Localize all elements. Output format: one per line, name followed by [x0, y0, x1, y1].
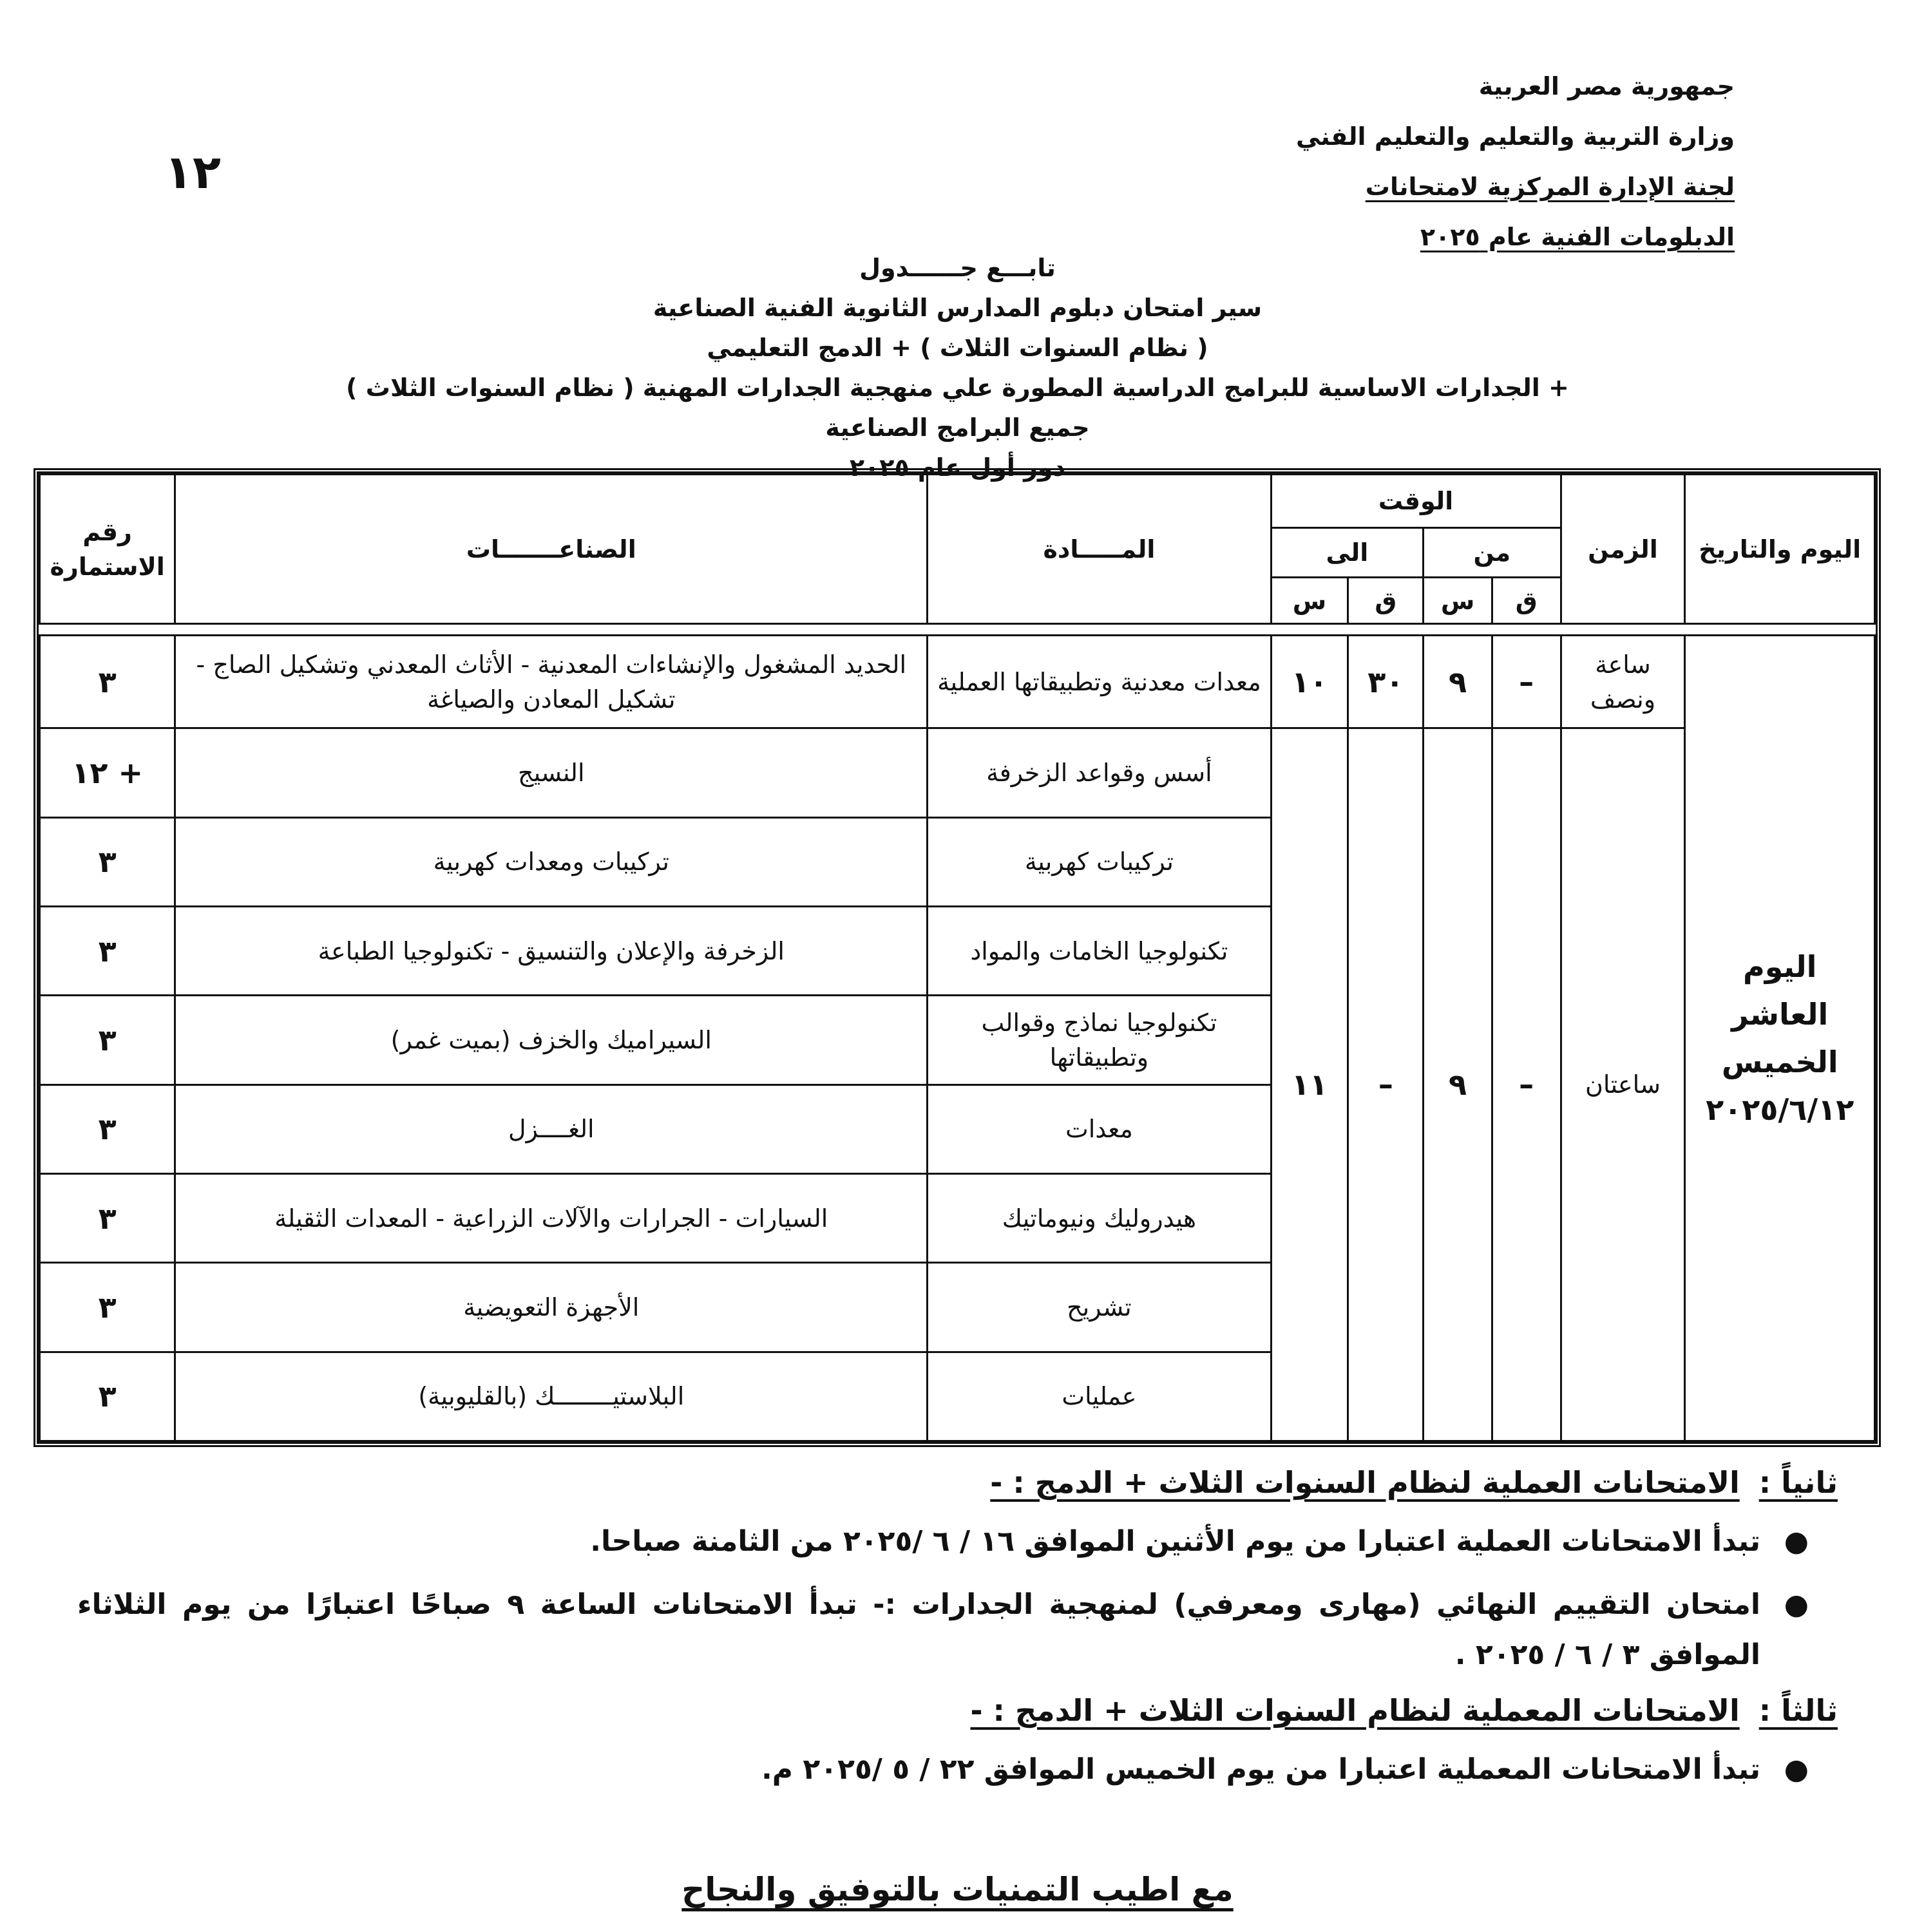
- list-item: [77, 1580, 1838, 1680]
- header-from: من: [1424, 527, 1561, 577]
- industries-cell: تركيبات ومعدات كهربية: [175, 817, 928, 906]
- industries-cell: الزخرفة والإعلان والتنسيق - تكنولوجيا الطباعة: [175, 906, 928, 995]
- committee-name: لجنة الإدارة المركزية لامتحانات: [1365, 173, 1735, 201]
- second-bullet-1: تبدأ الامتحانات العملية اعتبارا من يوم الأثنين الموافق ١٦ / ٦ /٢٠٢٥ من الثامنة صباحا.: [590, 1525, 1760, 1558]
- form-cell: ٣: [40, 1084, 175, 1173]
- third-bullet-1: تبدأ الامتحانات المعملية اعتبارا من يوم الخميس الموافق ٢٢ / ٥ /٢٠٢٥ م.: [761, 1753, 1760, 1786]
- subject-cell: معدات معدنية وتطبيقاتها العملية: [928, 635, 1271, 728]
- from-hour-cell: ٩: [1424, 635, 1492, 728]
- header-row: [40, 475, 1875, 528]
- from-minute-cell: –: [1492, 728, 1561, 1441]
- subject-cell: تشريح: [928, 1263, 1271, 1352]
- title-line-4: + الجدارات الاساسية للبرامج الدراسية المطورة علي منهجية الجدارات المهنية ( نظام السنوات الثلاث ): [346, 374, 1569, 402]
- header-industries: الصناعـــــــات: [175, 475, 928, 624]
- to-hour-cell: ١١: [1271, 728, 1348, 1441]
- table-row: [40, 728, 1875, 817]
- from-minute-cell: –: [1492, 635, 1561, 728]
- industries-cell: السيراميك والخزف (بميت غمر): [175, 996, 928, 1084]
- duration-cell: ساعتان: [1561, 728, 1685, 1441]
- industries-cell: الغــــزل: [175, 1084, 928, 1173]
- exam-schedule-table: [33, 468, 1881, 1447]
- third-heading: [77, 1693, 1838, 1728]
- list-item: [77, 1745, 1838, 1795]
- second-ordinal: ثانياً :: [1758, 1465, 1838, 1500]
- second-bullet-2: امتحان التقييم النهائي (مهارى ومعرفي) لمنهجية الجدارات :- تبدأ الامتحانات الساعة ٩ صباحًا اعتبارًا من يوم الثلاثاء الموافق ٣ / ٦ / ٢٠٢٥ .: [77, 1588, 1760, 1671]
- form-cell: ٣: [40, 817, 175, 906]
- header-separator: [40, 624, 1875, 636]
- subject-cell: هيدروليك ونيوماتيك: [928, 1173, 1271, 1262]
- title-line-3: ( نظام السنوات الثلاث ) + الدمج التعليمي: [707, 334, 1208, 362]
- notes-section: [77, 1452, 1838, 1808]
- diplomas-year: الدبلومات الفنية عام ٢٠٢٥: [1420, 223, 1735, 251]
- subject-cell: تركيبات كهربية: [928, 817, 1271, 906]
- to-minute-cell: ٣٠: [1348, 635, 1424, 728]
- day-line-2: العاشر: [1731, 996, 1829, 1032]
- title-line-2: سير امتحان دبلوم المدارس الثانوية الفنية الصناعية: [653, 294, 1262, 322]
- subject-cell: أسس وقواعد الزخرفة: [928, 728, 1271, 817]
- header-form-no: رقم الاستمارة: [40, 475, 175, 624]
- duration-cell: ساعة ونصف: [1561, 635, 1685, 728]
- header-duration: الزمن: [1561, 475, 1685, 624]
- ministry-name: وزارة التربية والتعليم والتعليم الفني: [1295, 122, 1735, 151]
- second-heading-text: الامتحانات العملية لنظام السنوات الثلاث + الدمج : -: [990, 1465, 1740, 1500]
- industries-cell: النسيج: [175, 728, 928, 817]
- industries-cell: البلاستيــــــــك (بالقليوبية): [175, 1352, 928, 1441]
- industries-cell: الحديد المشغول والإنشاءات المعدنية - الأثاث المعدني وتشكيل الصاج - تشكيل المعادن والصياغة: [175, 635, 928, 728]
- header-from-minute: ق: [1492, 578, 1561, 624]
- header-to-minute: ق: [1348, 578, 1424, 624]
- subject-cell: تكنولوجيا نماذج وقوالب وتطبيقاتها: [928, 996, 1271, 1084]
- day-line-1: اليوم: [1743, 949, 1817, 984]
- title-line-5: جميع البرامج الصناعية: [825, 413, 1090, 442]
- form-cell: ٣: [40, 1263, 175, 1352]
- bullet-icon: ●: [1784, 1753, 1809, 1786]
- header-to-hour: س: [1271, 578, 1348, 624]
- list-item: [77, 1517, 1838, 1567]
- to-minute-cell: –: [1348, 728, 1424, 1441]
- form-cell: ٣: [40, 1352, 175, 1441]
- form-cell: ٣: [40, 1173, 175, 1262]
- header-to: الى: [1271, 527, 1424, 577]
- header-from-hour: س: [1424, 578, 1492, 624]
- closing-wishes: مع اطيب التمنيات بالتوفيق والنجاح: [681, 1871, 1234, 1908]
- title-line-1: تابـــع جــــــدول: [859, 254, 1056, 282]
- header-time: الوقت: [1271, 475, 1561, 528]
- form-cell: ٣: [40, 635, 175, 728]
- header-day-date: اليوم والتاريخ: [1685, 475, 1875, 624]
- bullet-icon: ●: [1784, 1588, 1809, 1621]
- header-subject: المـــــادة: [928, 475, 1271, 624]
- third-heading-text: الامتحانات المعملية لنظام السنوات الثلاث + الدمج : -: [970, 1693, 1740, 1728]
- table-row: [40, 635, 1875, 728]
- day-line-3: الخميس: [1721, 1044, 1838, 1079]
- form-cell: ٣: [40, 996, 175, 1084]
- form-cell: ٣: [40, 906, 175, 995]
- from-hour-cell: ٩: [1424, 728, 1492, 1441]
- document-titles: [0, 248, 1915, 488]
- bullet-icon: ●: [1784, 1525, 1809, 1558]
- page-number: ١٢: [164, 145, 221, 199]
- day-date-cell: [1685, 635, 1875, 1441]
- day-date: ٢٠٢٥/٦/١٢: [1706, 1092, 1854, 1127]
- to-hour-cell: ١٠: [1271, 635, 1348, 728]
- second-heading: [77, 1465, 1838, 1500]
- industries-cell: الأجهزة التعويضية: [175, 1263, 928, 1352]
- industries-cell: السيارات - الجرارات والآلات الزراعية - المعدات الثقيلة: [175, 1173, 928, 1262]
- subject-cell: عمليات: [928, 1352, 1271, 1441]
- country-name: جمهورية مصر العربية: [1478, 72, 1735, 100]
- form-cell: ١٢ +: [40, 728, 175, 817]
- subject-cell: معدات: [928, 1084, 1271, 1173]
- subject-cell: تكنولوجيا الخامات والمواد: [928, 906, 1271, 995]
- title-line-6: دور أول عام ٢٠٢٥: [849, 453, 1066, 482]
- ministry-header: [1206, 61, 1735, 262]
- third-ordinal: ثالثاً :: [1758, 1693, 1838, 1728]
